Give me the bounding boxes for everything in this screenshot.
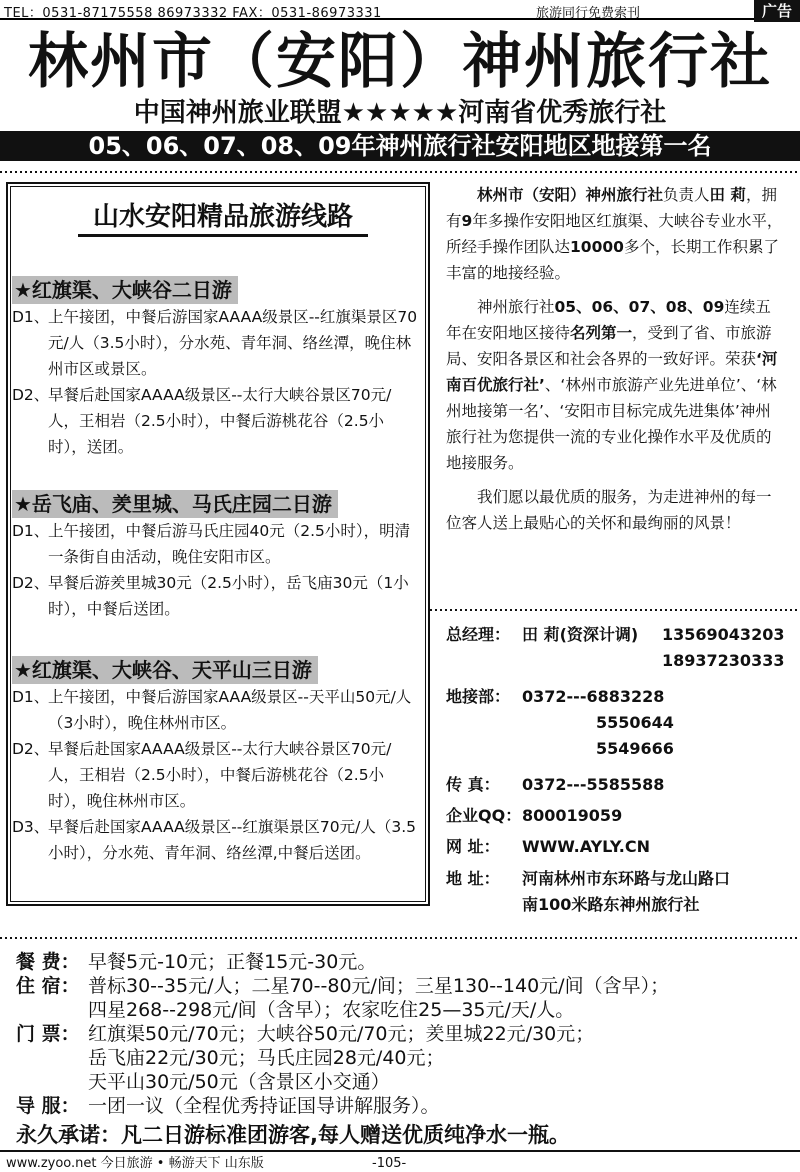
ranking-banner: 05、06、07、08、09年神州旅行社安阳地区地接第一名 — [0, 131, 800, 161]
day-text: 上午接团，中餐后游国家AAA级景区--天平山50元/人（3小时），晚住林州市区。 — [48, 688, 412, 732]
route-3 — [12, 656, 422, 866]
day-text: 上午接团，中餐后游国家AAAA级景区--红旗渠景区70元/人（3.5小时），分水苑、青年洞、络丝潭，晚住林州市区或景区。 — [48, 308, 418, 378]
ad-badge: 广告 — [754, 0, 800, 22]
intro-bold: 05、06、07、08、09 — [554, 298, 725, 316]
day-label: D1、 — [12, 522, 50, 540]
lodging-line-1: 普标30--35元/人；二星70--80元/间；三星130--140元/间（含早）； — [88, 975, 670, 997]
day-text: 早餐后赴国家AAAA级景区--太行大峡谷景区70元/人，王相岩（2.5小时），中餐后游桃花谷（2.5小时），晚住林州市区。 — [48, 740, 392, 810]
intro-text-run: ，拥有 — [446, 186, 777, 230]
page-number: -105- — [372, 1156, 407, 1171]
intro-bold: ‘河南百优旅行社’ — [446, 350, 778, 394]
route-day — [12, 814, 422, 866]
fees-separator — [0, 932, 800, 944]
intro-text-run: 多个，长期工作积累了丰富的地接经验。 — [446, 238, 779, 282]
page-footer — [0, 1150, 800, 1172]
dijie-label: 地接部： — [446, 687, 511, 706]
route-title: ★红旗渠、大峡谷二日游 — [12, 276, 238, 304]
intro-paragraph-3: 我们愿以最优质的服务，为走进神州的每一位客人送上最贴心的关怀和最绚丽的风景！ — [446, 488, 772, 532]
manager-label: 总经理： — [446, 625, 511, 644]
meal-label: 餐 费： — [16, 951, 80, 973]
web-value: WWW.AYLY.CN — [522, 837, 651, 856]
intro-text-run: 神州旅行社 — [477, 298, 555, 316]
top-bar — [0, 0, 800, 20]
agency-name: 林州市（安阳）神州旅行社 — [28, 27, 772, 97]
day-label: D2、 — [12, 740, 50, 758]
route-day — [12, 382, 422, 460]
route-day — [12, 304, 422, 382]
guide-value: 一团一议（全程优秀持证国导讲解服务）。 — [88, 1095, 440, 1117]
address-line-1: 河南林州市东环路与龙山路口 — [522, 869, 731, 888]
ticket-label: 门 票： — [16, 1023, 80, 1045]
manager-phone-1: 13569043203 — [662, 625, 785, 644]
day-text: 早餐后赴国家AAAA级景区--太行大峡谷景区70元/人，王相岩（2.5小时），中餐后游桃花谷（2.5小时），送团。 — [48, 386, 392, 456]
intro-text — [446, 182, 786, 536]
address-label: 地 址： — [446, 869, 500, 888]
dijie-phone-3: 5549666 — [596, 739, 674, 758]
dijie-phone-1: 0372---6883228 — [522, 687, 665, 706]
footer-site: www.zyoo.net 今日旅游 • 畅游天下 山东版 — [6, 1156, 264, 1171]
address-contact — [446, 866, 786, 918]
intro-paragraph-2 — [446, 294, 786, 476]
ticket-line-2: 岳飞庙22元/30元；马氏庄园28元/40元； — [88, 1047, 445, 1069]
day-label: D1、 — [12, 688, 50, 706]
route-title: ★岳飞庙、羑里城、马氏庄园二日游 — [12, 490, 338, 518]
address-line-2: 南100米路东神州旅行社 — [522, 895, 700, 914]
intro-bold: 10000 — [570, 238, 624, 256]
guide-label: 导 服： — [16, 1095, 80, 1117]
day-text: 早餐后游羑里城30元（2.5小时），岳飞庙30元（1小时），中餐后送团。 — [48, 574, 409, 618]
contact-separator — [430, 604, 800, 616]
intro-bold: 田 莉 — [709, 186, 746, 204]
free-index-label: 旅游同行免费索刊 — [536, 6, 641, 21]
header-contact: TEL：0531-87175558 86973332 FAX：0531-86973331 — [4, 6, 382, 21]
lodging-fee — [16, 974, 796, 1022]
fax-value: 0372---5585588 — [522, 775, 665, 794]
dotted-separator — [0, 166, 800, 178]
lodging-label: 住 宿： — [16, 975, 80, 997]
intro-bold: 林州市（安阳）神州旅行社 — [477, 186, 664, 204]
manager-phone-2: 18937230333 — [662, 651, 785, 670]
guide-fee — [16, 1094, 796, 1118]
promise-label: 永久承诺： — [16, 1123, 121, 1147]
route-title: ★红旗渠、大峡谷、天平山三日游 — [12, 656, 318, 684]
day-label: D1、 — [12, 308, 50, 326]
fax-contact — [446, 772, 786, 798]
dijie-phone-2: 5550644 — [596, 713, 674, 732]
route-day — [12, 736, 422, 814]
route-2 — [12, 490, 422, 622]
meal-fee — [16, 950, 796, 974]
intro-text-run: ，受到了省、市旅游局、安阳各景区和社会各界的一致好评。荣获 — [446, 324, 772, 368]
day-label: D2、 — [12, 386, 50, 404]
route-day — [12, 570, 422, 622]
alliance-line: 中国神州旅业联盟★★★★★河南省优秀旅行社 — [133, 98, 667, 128]
qq-contact — [446, 803, 786, 829]
day-label: D3、 — [12, 818, 50, 836]
ticket-fee — [16, 1022, 796, 1094]
intro-bold: 名列第一 — [570, 324, 633, 342]
day-label: D2、 — [12, 574, 50, 592]
routes-box — [6, 182, 430, 906]
day-text: 上午接团，中餐后游马氏庄园40元（2.5小时），明清一条街自由活动，晚住安阳市区。 — [48, 522, 411, 566]
qq-label: 企业QQ： — [446, 806, 522, 825]
fees-section — [16, 950, 796, 1118]
meal-value: 早餐5元-10元；正餐15元-30元。 — [88, 951, 377, 973]
promise-line — [16, 1120, 570, 1150]
qq-value: 800019059 — [522, 806, 623, 825]
ticket-line-1: 红旗渠50元/70元；大峡谷50元/70元；羑里城22元/30元； — [88, 1023, 595, 1045]
fax-label: 传 真： — [446, 775, 500, 794]
dijie-contact — [446, 684, 786, 762]
intro-text-run: 连续五年在安阳地区接待 — [446, 298, 771, 342]
intro-text-run: 、‘林州市旅游产业先进单位’、‘林州地接第一名’、‘安阳市目标完成先进集体’神州旅行社为您提供一流的专业化操作水平及优质的地接服务。 — [446, 376, 777, 472]
promise-text: 凡二日游标准团游客,每人赠送优质纯净水一瓶。 — [121, 1123, 570, 1147]
routes-title: 山水安阳精品旅游线路 — [78, 200, 368, 237]
web-contact — [446, 834, 786, 860]
route-day — [12, 518, 422, 570]
manager-name: 田 莉(资深计调) — [522, 625, 639, 644]
intro-paragraph-1 — [446, 182, 786, 286]
day-text: 早餐后赴国家AAAA级景区--红旗渠景区70元/人（3.5小时），分水苑、青年洞、络丝潭,中餐后送团。 — [48, 818, 416, 862]
intro-text-run: 年多操作安阳地区红旗渠、大峡谷专业水平，所经手操作团队达 — [446, 212, 783, 256]
intro-text-run: 负责人 — [663, 186, 710, 204]
route-1 — [12, 276, 422, 460]
manager-contact — [446, 622, 786, 674]
ticket-line-3: 天平山30元/50元（含景区小交通） — [88, 1071, 390, 1093]
route-day — [12, 684, 422, 736]
web-label: 网 址： — [446, 837, 500, 856]
intro-bold: 9 — [461, 212, 473, 230]
lodging-line-2: 四星268--298元/间（含早）；农家吃住25—35元/天/人。 — [88, 999, 575, 1021]
